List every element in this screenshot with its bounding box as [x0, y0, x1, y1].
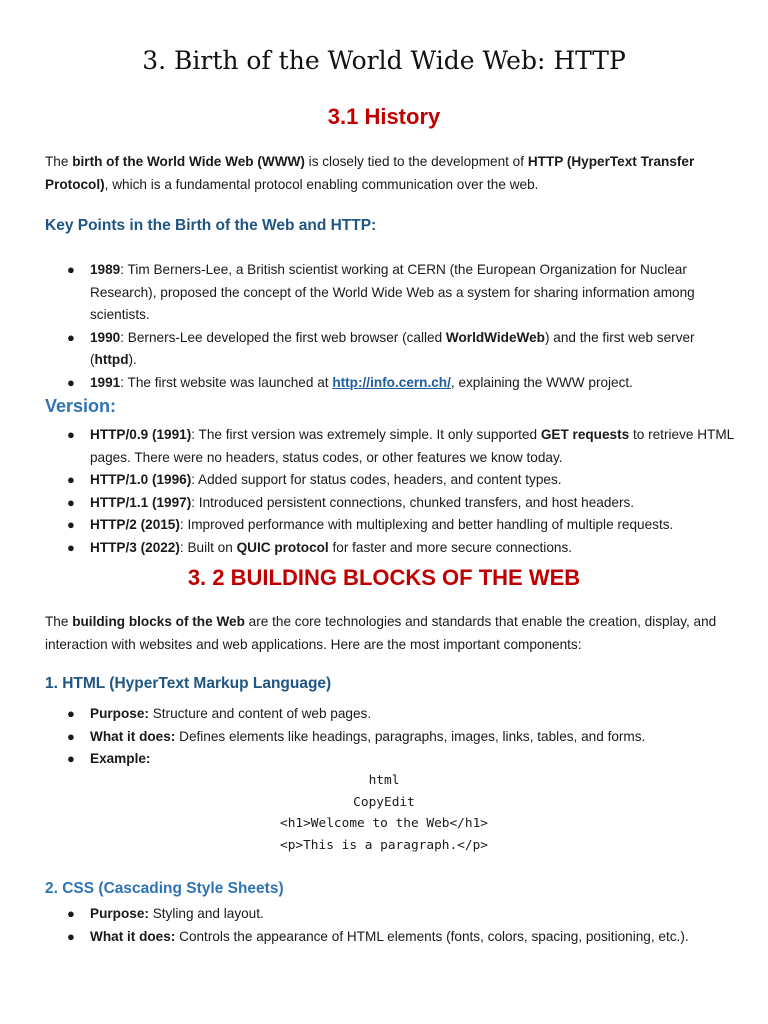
- text-run: Controls the appearance of HTML elements (fonts, colors, spacing, positioning, etc.).: [175, 928, 689, 944]
- list-item: [45, 492, 735, 515]
- bold-text: 1990: [90, 329, 121, 345]
- bullet-icon: ●: [67, 706, 75, 721]
- bullet-icon: ●: [67, 751, 75, 766]
- text-run: Structure and content of web pages.: [148, 706, 372, 721]
- bullet-icon: ●: [67, 374, 75, 390]
- text-run: is closely tied to the development of: [304, 154, 528, 169]
- bold-text: GET requests: [540, 427, 630, 442]
- text-run: are the core technologies and standards that enable the creation, display, and interaction with websites and web applications. Here are the most important components:: [45, 614, 717, 652]
- page-title: 3. Birth of the World Wide Web: HTTP: [142, 46, 626, 75]
- text-run: : Improved performance with multiplexing and better handling of multiple requests.: [179, 517, 674, 532]
- bullet-icon: ●: [67, 728, 75, 744]
- bold-text: Purpose:: [90, 706, 149, 721]
- bold-text: HTTP (HyperText Transfer Protocol): [45, 154, 695, 192]
- bullet-icon: ●: [67, 329, 75, 345]
- css-list: [45, 903, 735, 948]
- bullet-icon: ●: [67, 427, 75, 442]
- history-intro-paragraph: [45, 151, 730, 196]
- bold-text: HTTP/3 (2022): [90, 539, 180, 555]
- html-list: [45, 703, 735, 771]
- html-heading: 1. HTML (HyperText Markup Language): [45, 675, 332, 692]
- list-item: [45, 726, 735, 749]
- bold-text: 1991: [90, 374, 121, 390]
- text-run: , explaining the WWW project.: [450, 374, 633, 390]
- list-item: [45, 537, 735, 560]
- bold-text: What it does:: [90, 728, 176, 744]
- bullet-icon: ●: [67, 262, 75, 277]
- bold-text: HTTP/1.0 (1996): [90, 472, 192, 487]
- list-item: [45, 703, 735, 726]
- css-heading: 2. CSS (Cascading Style Sheets): [45, 880, 284, 897]
- text-run: : Introduced persistent connections, chunked transfers, and host headers.: [191, 494, 635, 510]
- bold-text: WorldWideWeb: [445, 329, 545, 345]
- text-run: to retrieve HTML pages. There were no headers, status codes, or other features we know today.: [90, 427, 734, 465]
- bold-text: building blocks of the Web: [72, 614, 245, 629]
- bold-text: HTTP/1.1 (1997): [90, 494, 192, 510]
- html-code-example: [0, 770, 768, 856]
- text-run: , which is a fundamental protocol enabling communication over the web.: [104, 176, 539, 192]
- list-item: [45, 903, 735, 926]
- text-run: : Tim Berners-Lee, a British scientist working at CERN (the European Organization for Nuclear Research), proposed the concept of the World Wide Web as a system for sharing information among scientists.: [90, 262, 695, 322]
- text-run: The: [45, 154, 73, 169]
- list-item: [45, 259, 735, 327]
- bullet-icon: ●: [67, 906, 75, 921]
- section-heading-history: 3.1 History: [327, 104, 441, 129]
- text-run: : The first version was extremely simple. It only supported: [191, 427, 541, 442]
- bullet-icon: ●: [67, 517, 75, 532]
- key-points-list: [45, 259, 735, 394]
- text-run: Styling and layout.: [148, 906, 264, 921]
- bullet-icon: ●: [67, 472, 75, 487]
- version-list: [45, 424, 735, 559]
- text-run: for faster and more secure connections.: [328, 539, 573, 555]
- bullet-icon: ●: [67, 494, 75, 510]
- list-item: [45, 748, 735, 771]
- bold-text: What it does:: [90, 928, 176, 944]
- text-run: : Built on: [179, 539, 237, 555]
- bold-text: HTTP/0.9 (1991): [90, 427, 192, 442]
- list-item: [45, 469, 735, 492]
- copy-edit-button[interactable]: CopyEdit: [353, 794, 415, 810]
- text-run: ).: [128, 352, 137, 367]
- bold-text: httpd: [94, 352, 129, 367]
- text-run: : Added support for status codes, headers, and content types.: [191, 472, 562, 487]
- bold-text: QUIC protocol: [236, 539, 329, 555]
- url-link[interactable]: http://info.cern.ch/: [332, 374, 451, 390]
- text-run: ) and the first web server (: [90, 329, 695, 367]
- list-item: [45, 514, 735, 537]
- version-heading: Version:: [45, 396, 117, 416]
- text-run: : The first website was launched at: [120, 374, 333, 390]
- code-line: <p>This is a paragraph.</p>: [279, 837, 489, 853]
- list-item: [45, 926, 735, 949]
- list-item: [45, 372, 735, 395]
- text-run: Defines elements like headings, paragraphs, images, links, tables, and forms.: [175, 728, 646, 744]
- bold-text: birth of the World Wide Web (WWW): [72, 154, 305, 169]
- building-blocks-intro-paragraph: [45, 611, 730, 656]
- bold-text: HTTP/2 (2015): [90, 517, 180, 532]
- text-run: The: [45, 614, 73, 629]
- text-run: : Berners-Lee developed the first web browser (called: [120, 329, 446, 345]
- bold-text: 1989: [90, 262, 121, 277]
- code-language-label: html: [368, 773, 400, 788]
- list-item: [45, 424, 735, 469]
- bullet-icon: ●: [67, 539, 75, 555]
- key-points-heading: Key Points in the Birth of the Web and HTTP:: [45, 217, 377, 234]
- list-item: [45, 327, 735, 372]
- section-heading-building-blocks: 3. 2 BUILDING BLOCKS OF THE WEB: [187, 565, 581, 590]
- bold-text: Purpose:: [90, 906, 149, 921]
- code-line: <h1>Welcome to the Web</h1>: [279, 816, 489, 831]
- bold-text: Example:: [90, 751, 151, 766]
- bullet-icon: ●: [67, 928, 75, 944]
